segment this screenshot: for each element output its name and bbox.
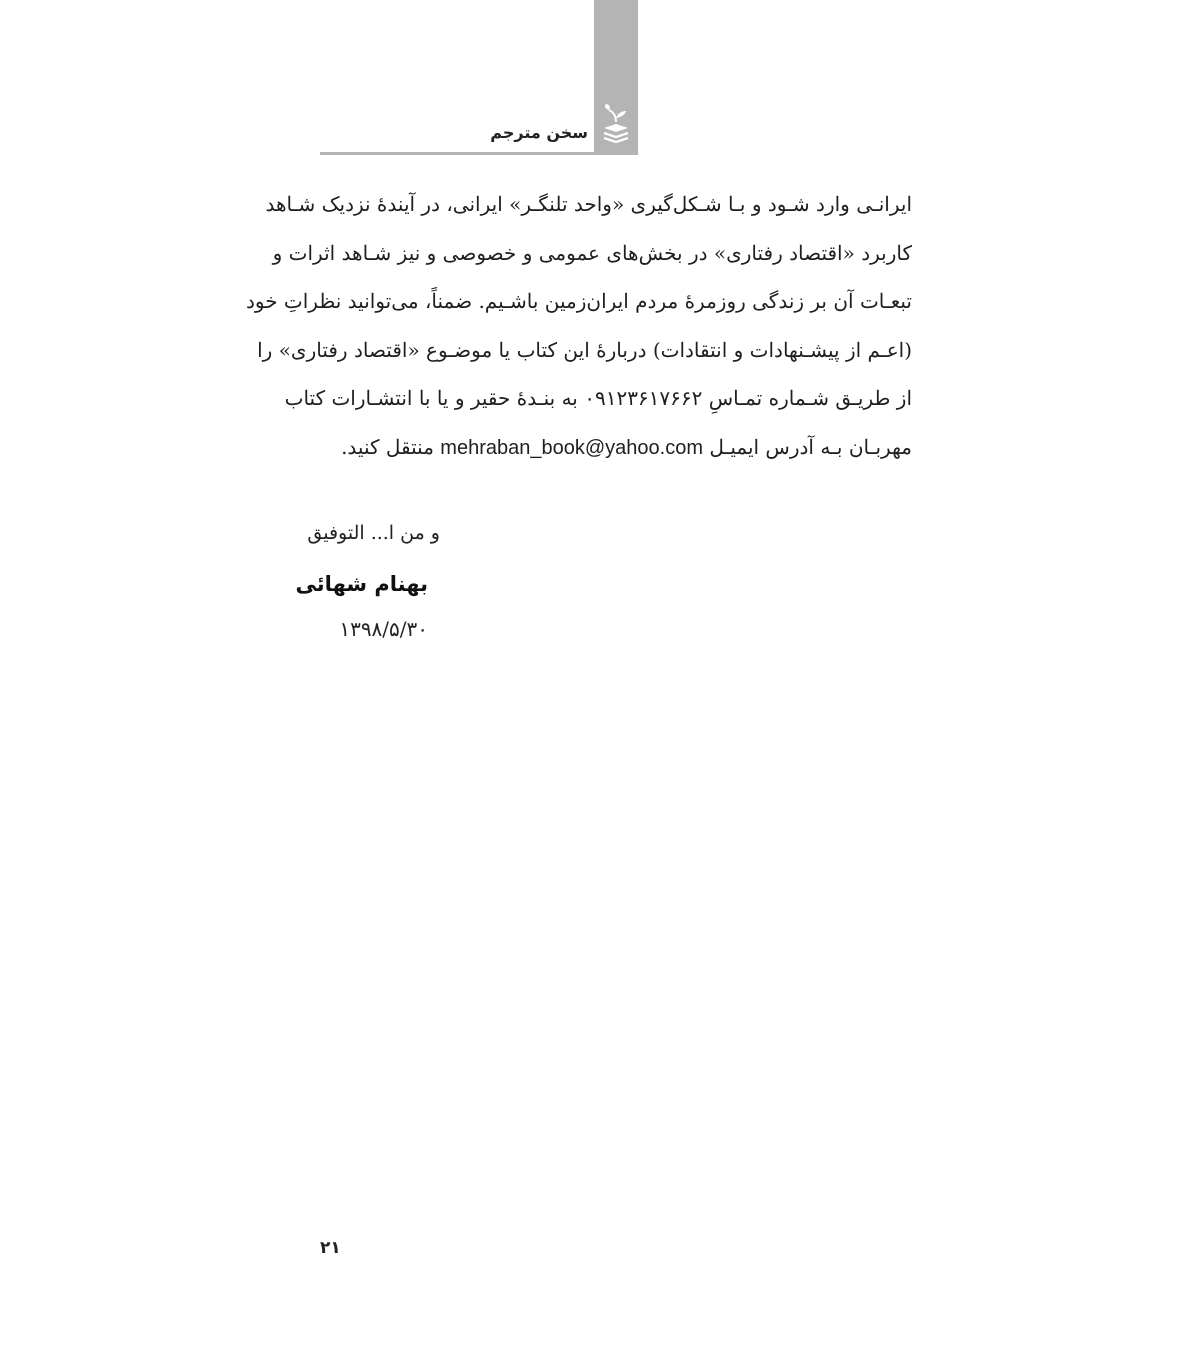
book-plant-icon — [600, 100, 632, 150]
body-line: ایرانـی وارد شـود و بـا شـکل‌گیری «واحد تلنگـر» ایرانی، در آیندهٔ نزدیک شـاهد — [265, 192, 912, 216]
body-line: تبعـات آن بر زندگی روزمرهٔ مردم ایران‌زمین باشـیم. ضمناً، می‌توانید نظراتِ خود — [245, 289, 912, 313]
translator-signature: بهنام شهائی — [295, 572, 428, 596]
header-divider — [320, 152, 638, 155]
body-line: کاربرد «اقتصاد رفتاری» در بخش‌های عمومی و خصوصی و نیز شـاهد اثرات و — [272, 240, 912, 265]
running-header-title: سخن مترجم — [490, 123, 588, 142]
body-line-text: مهربـان بـه آدرس ایمیـل — [709, 434, 912, 459]
body-line-text: منتقل کنید. — [341, 434, 434, 459]
body-line: (اعـم از پیشـنهادات و انتقادات) دربارهٔ این کتاب یا موضـوع «اقتصاد رفتاری» را — [257, 337, 912, 362]
signature-date: ۱۳۹۸/۵/۳۰ — [339, 617, 428, 641]
page-number: ۲۱ — [320, 1238, 341, 1258]
closing-phrase: و من ا... التوفیق — [307, 522, 440, 544]
body-last-line — [320, 423, 912, 473]
body-paragraph — [245, 180, 912, 472]
email-address: mehraban_book@yahoo.com — [440, 436, 703, 459]
body-line: از طریـق شـماره تمـاسِ ۰۹۱۲۳۶۱۷۶۶۲ به بنـدهٔ حقیر و یا با انتشـارات کتاب — [284, 386, 912, 410]
